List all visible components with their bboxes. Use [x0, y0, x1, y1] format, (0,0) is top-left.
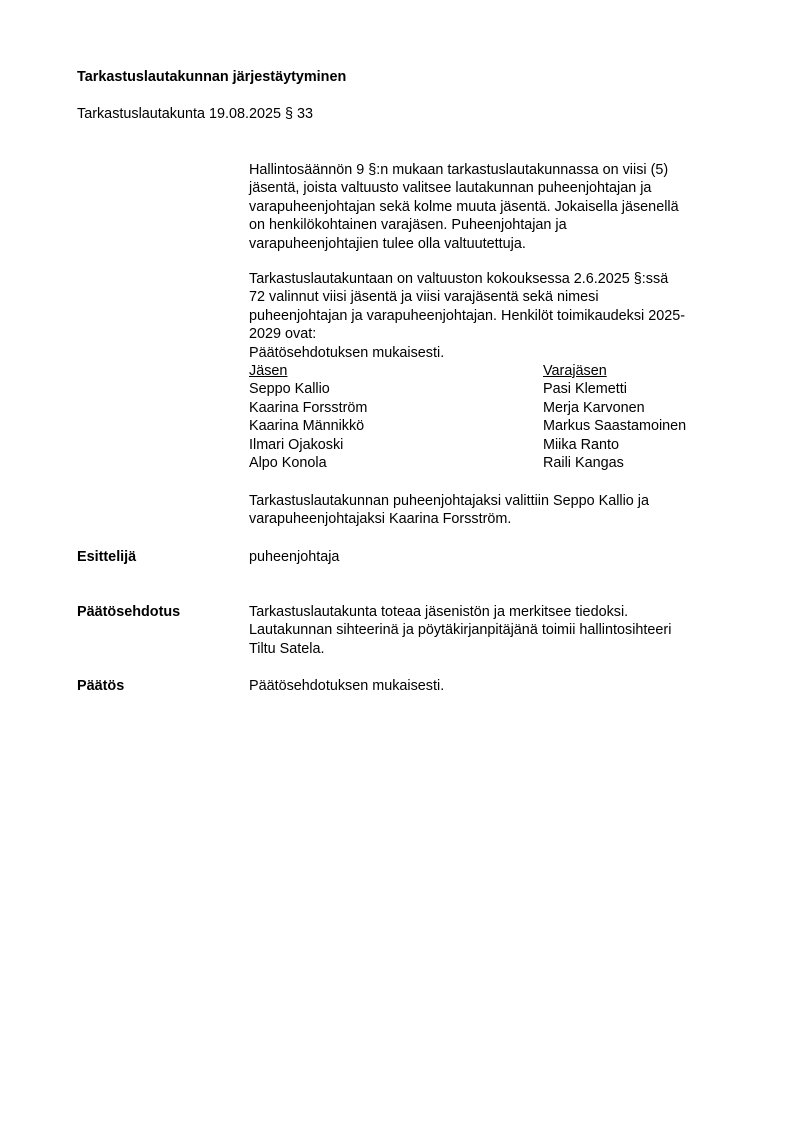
election-line: 2029 ovat: [249, 326, 317, 343]
intro-line: on henkilökohtainen varajäsen. Puheenjohtajan ja [249, 217, 567, 234]
election-line: puheenjohtajan ja varapuheenjohtajan. Henkilöt toimikaudeksi 2025- [249, 307, 686, 324]
member-name: Alpo Konola [249, 454, 327, 471]
proposal-line: Tiltu Satela. [249, 640, 325, 657]
chair-line: varapuheenjohtajaksi Kaarina Forsström. [249, 511, 512, 528]
proposal-paragraph [249, 603, 739, 658]
deputy-name: Merja Karvonen [543, 399, 645, 416]
member-name: Kaarina Forsström [249, 399, 368, 416]
member-name: Kaarina Männikkö [249, 418, 365, 435]
deputy-column-header: Varajäsen [543, 363, 607, 379]
election-paragraph [249, 270, 739, 362]
chair-line: Tarkastuslautakunnan puheenjohtajaksi valittiin Seppo Kallio ja [249, 493, 649, 509]
members-header-row [249, 362, 739, 380]
member-column-header: Jäsen [249, 363, 288, 379]
presenter-value: puheenjohtaja [249, 549, 340, 565]
deputy-name: Miika Ranto [543, 436, 619, 453]
intro-line: jäsentä, joista valtuusto valitsee lautakunnan puheenjohtajan ja [249, 180, 652, 197]
table-row [249, 436, 739, 454]
decision-label: Päätös [77, 678, 125, 694]
table-row [249, 399, 739, 417]
document-heading: Tarkastuslautakunnan järjestäytyminen [77, 69, 347, 85]
deputy-name: Pasi Klemetti [543, 381, 627, 398]
intro-paragraph [249, 161, 739, 253]
table-row [249, 417, 739, 435]
member-name: Seppo Kallio [249, 381, 330, 398]
election-line: 72 valinnut viisi jäsentä ja viisi varajäsentä sekä nimesi [249, 289, 599, 306]
deputy-name: Raili Kangas [543, 454, 624, 471]
election-line: Tarkastuslautakuntaan on valtuuston kokouksessa 2.6.2025 §:ssä [249, 271, 669, 287]
proposal-label: Päätösehdotus [77, 604, 181, 620]
members-table [249, 362, 739, 472]
deputy-name: Markus Saastamoinen [543, 418, 687, 435]
intro-line: varapuheenjohtajan sekä kolme muuta jäsentä. Jokaisella jäsenellä [249, 198, 679, 215]
decision-value: Päätösehdotuksen mukaisesti. [249, 678, 445, 694]
proposal-line: Lautakunnan sihteerinä ja pöytäkirjanpitäjänä toimii hallintosihteeri [249, 622, 672, 639]
table-row [249, 454, 739, 472]
chair-paragraph [249, 492, 739, 529]
election-line: Päätösehdotuksen mukaisesti. [249, 344, 445, 361]
meeting-reference: Tarkastuslautakunta 19.08.2025 § 33 [77, 106, 314, 122]
presenter-label: Esittelijä [77, 549, 137, 565]
table-row [249, 380, 739, 398]
intro-line: varapuheenjohtajien tulee olla valtuutettuja. [249, 235, 526, 252]
proposal-line: Tarkastuslautakunta toteaa jäsenistön ja merkitsee tiedoksi. [249, 604, 629, 620]
member-name: Ilmari Ojakoski [249, 436, 344, 453]
intro-line: Hallintosäännön 9 §:n mukaan tarkastuslautakunnassa on viisi (5) [249, 162, 669, 178]
